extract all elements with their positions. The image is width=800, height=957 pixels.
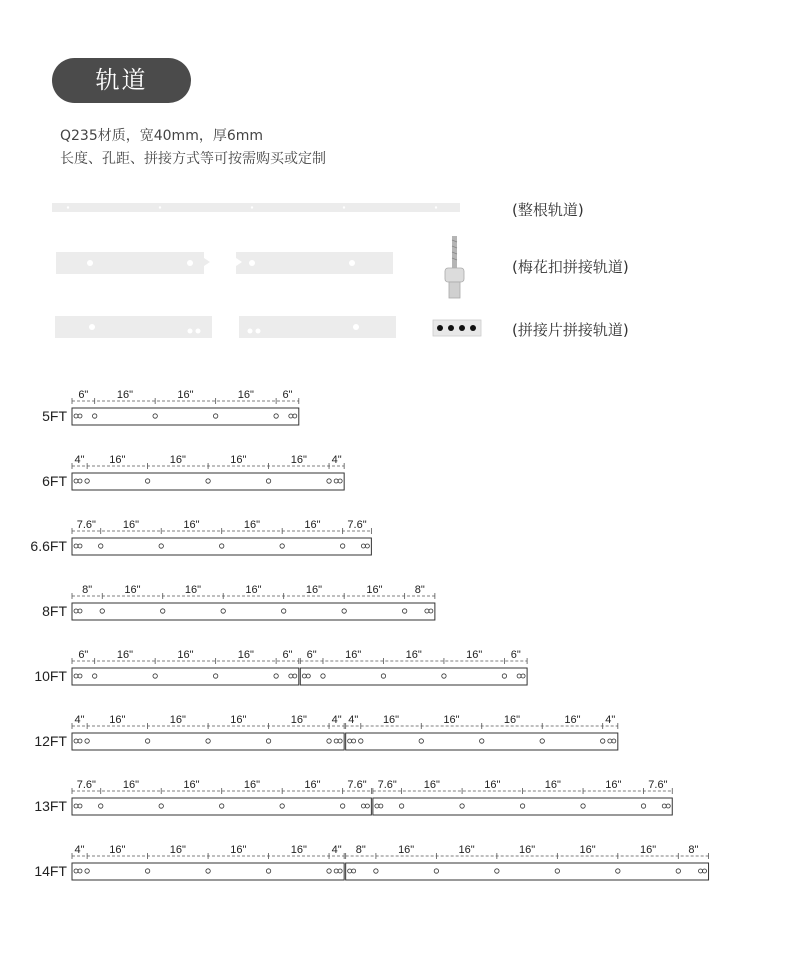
rail-length-label: 5FT (42, 408, 67, 424)
plum-clip-rail-illustration (56, 252, 393, 274)
segment-dimension-label: 16" (519, 844, 536, 856)
segment-dimension-label: 6" (282, 389, 293, 401)
segment-dimension-label: 6" (282, 649, 293, 661)
screw-icon (445, 236, 464, 298)
segment-dimension-label: 16" (443, 714, 460, 726)
segment-dimension-label: 16" (345, 649, 362, 661)
segment-dimension-label: 16" (124, 584, 141, 596)
splice-plate-rail-illustration (55, 316, 396, 338)
segment-dimension-label: 6" (78, 649, 89, 661)
segment-dimension-label: 16" (177, 389, 194, 401)
segment-dimension-label: 7.6" (76, 779, 96, 791)
segment-dimension-label: 16" (458, 844, 475, 856)
segment-dimension-label: 16" (169, 454, 186, 466)
segment-dimension-label: 16" (184, 584, 202, 596)
segment-dimension-label: 16" (290, 454, 307, 466)
section-title: 轨道 (95, 66, 148, 94)
segment-dimension-label: 16" (183, 779, 200, 791)
segment-dimension-label: 16" (484, 779, 501, 791)
segment-dimension-label: 8" (414, 584, 425, 596)
rail-section (72, 733, 344, 750)
segment-dimension-label: 4" (331, 454, 342, 466)
rail-section (72, 408, 299, 425)
rail-section (72, 473, 344, 490)
segment-dimension-label: 16" (290, 844, 307, 856)
variant-label-full-rail: (整根轨道) (512, 201, 584, 219)
customization-note-line: 长度、孔距、拼接方式等可按需购买或定制 (60, 151, 326, 167)
rail-section (72, 863, 344, 880)
segment-dimension-label: 4" (348, 714, 359, 726)
segment-dimension-label: 16" (169, 714, 186, 726)
segment-dimension-label: 7.6" (648, 779, 668, 791)
segment-dimension-label: 7.6" (347, 519, 367, 531)
segment-dimension-label: 16" (405, 649, 422, 661)
segment-dimension-label: 4" (74, 454, 85, 466)
segment-dimension-label: 16" (466, 649, 483, 661)
segment-dimension-label: 4" (331, 714, 342, 726)
segment-dimension-label: 16" (564, 714, 581, 726)
rail-section (346, 733, 618, 750)
rail-section (300, 668, 527, 685)
rail-section (72, 668, 299, 685)
segment-dimension-label: 16" (183, 519, 200, 531)
material-spec-line: Q235材质，宽40mm，厚6mm (60, 128, 264, 144)
variant-label-plum-clip-rail: (梅花扣拼接轨道) (512, 258, 629, 276)
segment-dimension-label: 16" (122, 519, 140, 531)
segment-dimension-label: 6" (78, 389, 89, 401)
segment-dimension-label: 16" (122, 779, 140, 791)
rail-section (72, 538, 371, 555)
rail-length-label: 12FT (34, 733, 67, 749)
segment-dimension-label: 16" (245, 584, 262, 596)
segment-dimension-label: 16" (237, 649, 254, 661)
segment-dimension-label: 16" (243, 779, 260, 791)
segment-dimension-label: 16" (503, 714, 521, 726)
segment-dimension-label: 16" (116, 649, 133, 661)
segment-dimension-label: 16" (116, 389, 133, 401)
rail-length-specs (30, 389, 708, 880)
segment-dimension-label: 16" (109, 454, 126, 466)
segment-dimension-label: 8" (355, 844, 366, 856)
segment-dimension-label: 7.6" (347, 779, 367, 791)
rail-section (373, 798, 672, 815)
segment-dimension-label: 16" (398, 844, 415, 856)
segment-dimension-label: 4" (74, 714, 85, 726)
segment-dimension-label: 16" (382, 714, 400, 726)
segment-dimension-label: 6" (306, 649, 317, 661)
variant-label-splice-plate-rail: (拼接片拼接轨道) (512, 321, 629, 339)
segment-dimension-label: 16" (109, 714, 126, 726)
segment-dimension-label: 16" (230, 714, 247, 726)
segment-dimension-label: 16" (639, 844, 657, 856)
segment-dimension-label: 16" (230, 454, 247, 466)
rail-length-label: 8FT (42, 603, 67, 619)
segment-dimension-label: 16" (243, 519, 260, 531)
segment-dimension-label: 16" (237, 389, 254, 401)
segment-dimension-label: 4" (331, 844, 342, 856)
segment-dimension-label: 7.6" (377, 779, 397, 791)
segment-dimension-label: 7.6" (76, 519, 96, 531)
segment-dimension-label: 16" (304, 779, 321, 791)
splice-plate-icon (433, 320, 481, 336)
segment-dimension-label: 16" (169, 844, 186, 856)
rail-section (346, 863, 709, 880)
segment-dimension-label: 16" (290, 714, 307, 726)
segment-dimension-label: 4" (74, 844, 85, 856)
segment-dimension-label: 8" (82, 584, 93, 596)
segment-dimension-label: 6" (510, 649, 521, 661)
full-rail-illustration (52, 203, 460, 212)
rail-length-label: 6.6FT (30, 538, 67, 554)
segment-dimension-label: 4" (605, 714, 616, 726)
segment-dimension-label: 16" (366, 584, 383, 596)
segment-dimension-label: 16" (304, 519, 321, 531)
segment-dimension-label: 16" (177, 649, 194, 661)
segment-dimension-label: 16" (230, 844, 247, 856)
segment-dimension-label: 16" (305, 584, 322, 596)
segment-dimension-label: 16" (544, 779, 561, 791)
segment-dimension-label: 16" (109, 844, 126, 856)
rail-length-label: 10FT (34, 668, 67, 684)
segment-dimension-label: 8" (688, 844, 699, 856)
segment-dimension-label: 16" (579, 844, 596, 856)
rail-section (72, 603, 435, 620)
rail-length-label: 6FT (42, 473, 67, 489)
rail-section (72, 798, 371, 815)
rail-length-label: 14FT (34, 863, 67, 879)
rail-length-label: 13FT (34, 798, 67, 814)
segment-dimension-label: 16" (605, 779, 622, 791)
segment-dimension-label: 16" (423, 779, 440, 791)
